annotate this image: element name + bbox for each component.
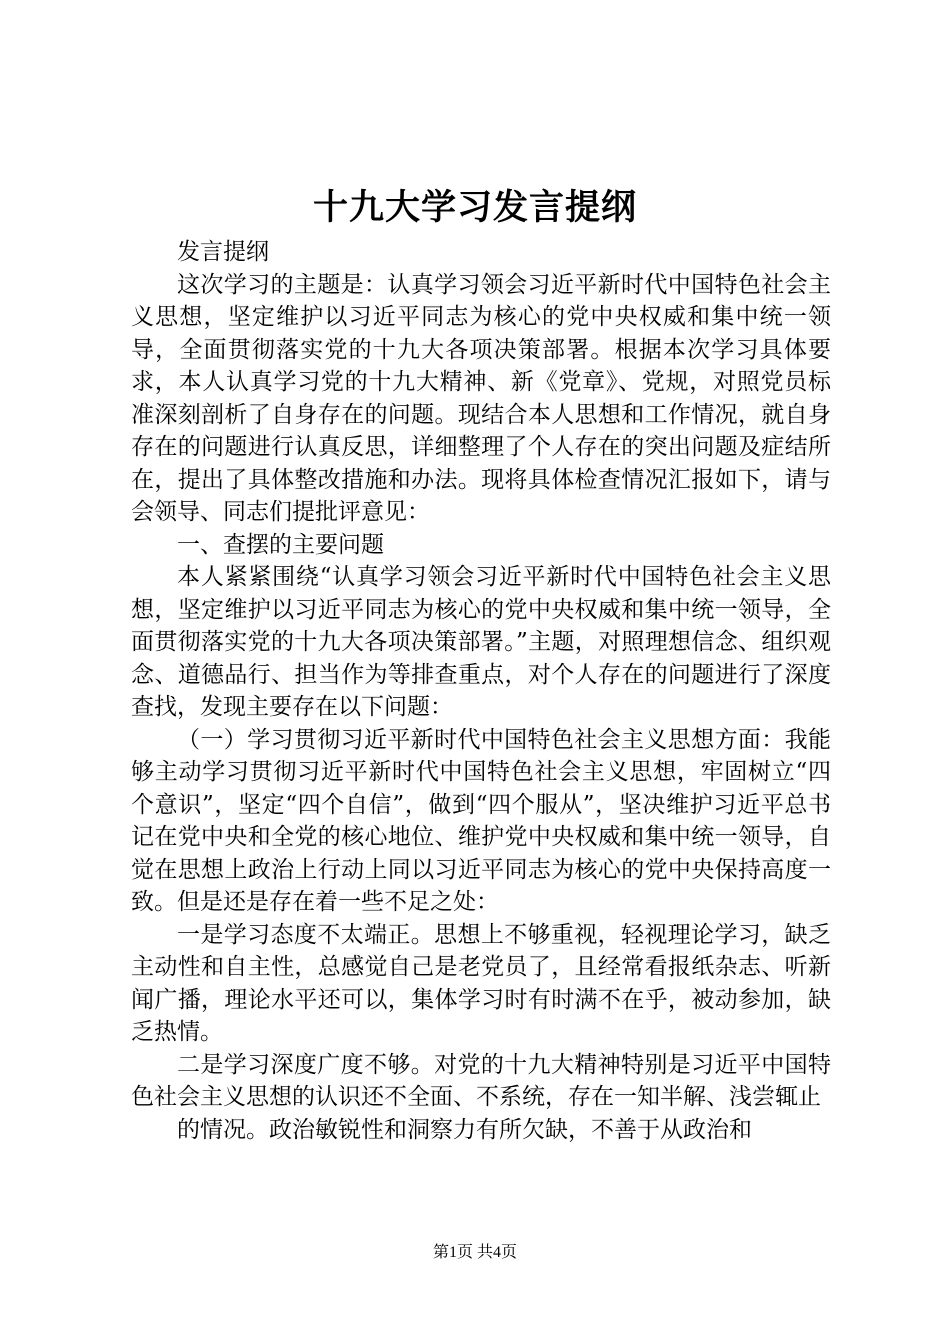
paragraph-point-one: 一是学习态度不太端正。思想上不够重视，轻视理论学习，缺乏主动性和自主性，总感觉自己是老党员了，且经常看报纸杂志、听新闻广播，理论水平还可以，集体学习时有时满不在乎，被动参加，缺乏热情。: [131, 921, 831, 1045]
page-footer: 第1页 共4页: [432, 1244, 517, 1261]
page-title: 十九大学习发言提纲: [312, 187, 637, 228]
paragraph-subsection-one: （一）学习贯彻习近平新时代中国特色社会主义思想方面：我能够主动学习贯彻习近平新时代中国特色社会主义思想，牢固树立“四个意识”，坚定“四个自信”，做到“四个服从”，坚决维护习近平总书记在党中央和全党的核心地位、维护党中央权威和集中统一领导，自觉在思想上政治上行动上同以习近平同志为核心的党中央保持高度一致。但是还是存在着一些不足之处：: [131, 726, 831, 915]
document-body: [131, 236, 831, 1146]
paragraph-introduction: 这次学习的主题是：认真学习领会习近平新时代中国特色社会主义思想，坚定维护以习近平同志为核心的党中央权威和集中统一领导，全面贯彻落实党的十九大各项决策部署。根据本次学习具体要求，本人认真学习党的十九大精神、新《党章》、党规，对照党员标准深刻剖析了自身存在的问题。现结合本人思想和工作情况，就自身存在的问题进行认真反思，详细整理了个人存在的突出问题及症结所在，提出了具体整改措施和办法。现将具体检查情况汇报如下，请与会领导、同志们提批评意见：: [131, 271, 831, 525]
paragraph-heading-outline: 发言提纲: [177, 239, 269, 265]
paragraph-point-two: 二是学习深度广度不够。对党的十九大精神特别是习近平中国特色社会主义思想的认识还不全面、不系统，存在一知半解、浅尝辄止: [131, 1051, 831, 1110]
section-heading-main-problems: 一、查摆的主要问题: [177, 531, 384, 558]
paragraph-problem-overview: 本人紧紧围绕“认真学习领会习近平新时代中国特色社会主义思想，坚定维护以习近平同志为核心的党中央权威和集中统一领导，全面贯彻落实党的十九大各项决策部署。”主题，对照理想信念、组织观念、道德品行、担当作为等排查重点，对个人存在的问题进行了深度查找，发现主要存在以下问题：: [131, 564, 831, 720]
paragraph-continuation: 的情况。政治敏锐性和洞察力有所欠缺，不善于从政治和: [177, 1116, 752, 1143]
